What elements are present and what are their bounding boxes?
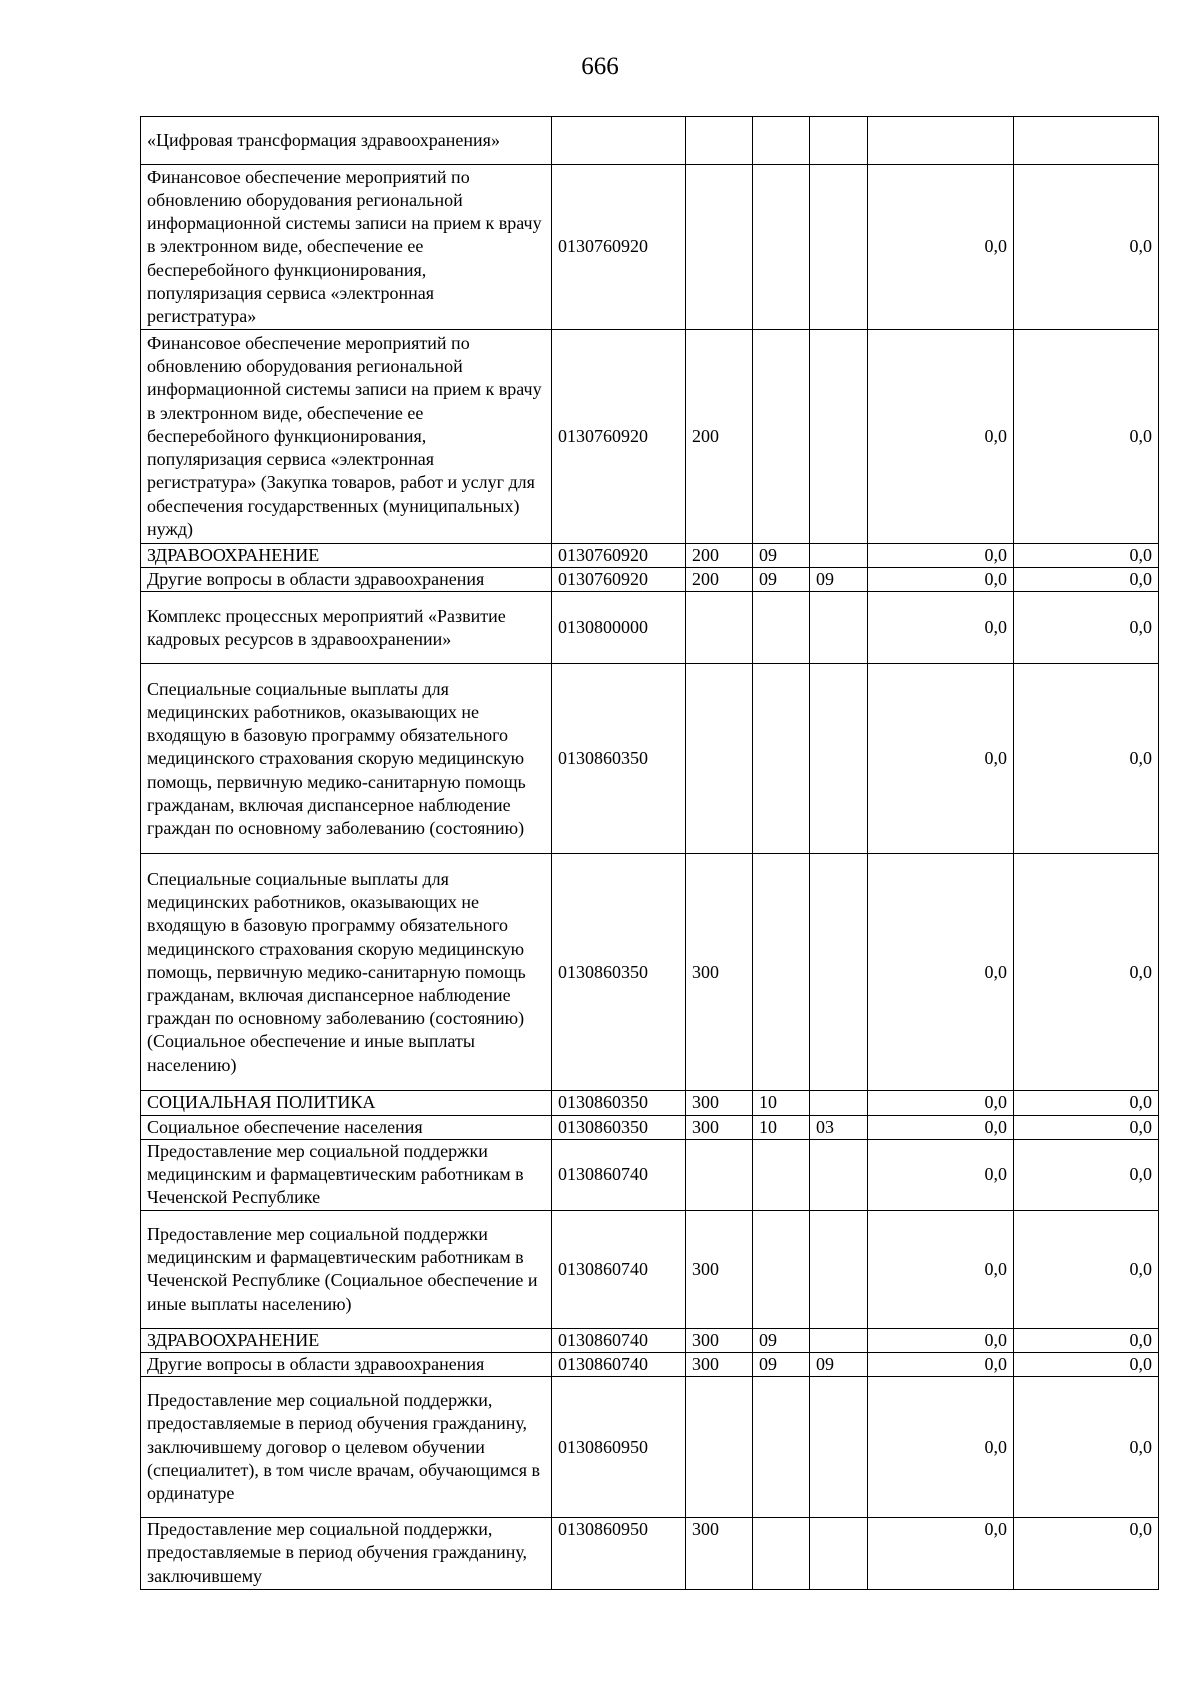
table-row [141,544,1159,568]
row-section: 09 [753,544,810,568]
table-row [141,330,1159,544]
row-amount-1: 0,0 [868,330,1014,544]
table-row [141,568,1159,592]
row-expense-type: 200 [686,568,753,592]
row-expense-type [686,1377,753,1518]
row-subsection [810,117,868,165]
row-subsection [810,1091,868,1115]
row-target-article [552,117,686,165]
row-amount-2: 0,0 [1014,1518,1159,1590]
row-name: Финансовое обеспечение мероприятий по обновлению оборудования региональной информационной системы записи на прием к врачу в электронном виде, обеспечение ее бесперебойного функционирования, популяризация сервиса «электронная регистратура» [141,165,552,330]
row-target-article: 0130760920 [552,165,686,330]
row-amount-1: 0,0 [868,854,1014,1091]
row-amount-2: 0,0 [1014,1377,1159,1518]
row-expense-type [686,592,753,664]
row-section: 09 [753,568,810,592]
row-target-article: 0130760920 [552,568,686,592]
row-amount-1 [868,117,1014,165]
row-expense-type [686,117,753,165]
row-name: Предоставление мер социальной поддержки, предоставляемые в период обучения гражданину, заключившему договор о целевом обучении (специалитет), в том числе врачам, обучающимся в ординатуре [141,1377,552,1518]
row-amount-2: 0,0 [1014,1210,1159,1328]
row-name: Комплекс процессных мероприятий «Развитие кадровых ресурсов в здравоохранении» [141,592,552,664]
row-section [753,1377,810,1518]
table-row [141,664,1159,854]
row-section [753,592,810,664]
row-expense-type: 300 [686,1091,753,1115]
row-name: Специальные социальные выплаты для медицинских работников, оказывающих не входящую в базовую программу обязательного медицинского страхования скорую медицинскую помощь, первичную медико-санитарную помощь гражданам, включая диспансерное наблюдение граждан по основному заболеванию (состоянию) (Социальное обеспечение и иные выплаты населению) [141,854,552,1091]
row-expense-type: 300 [686,1328,753,1352]
row-section [753,165,810,330]
row-amount-2: 0,0 [1014,1328,1159,1352]
row-name: Социальное обеспечение населения [141,1115,552,1139]
row-amount-2: 0,0 [1014,1091,1159,1115]
row-amount-2: 0,0 [1014,664,1159,854]
row-name: ЗДРАВООХРАНЕНИЕ [141,544,552,568]
row-target-article: 0130860350 [552,1115,686,1139]
row-subsection [810,165,868,330]
row-section: 10 [753,1115,810,1139]
row-name: Специальные социальные выплаты для медицинских работников, оказывающих не входящую в базовую программу обязательного медицинского страхования скорую медицинскую помощь, первичную медико-санитарную помощь гражданам, включая диспансерное наблюдение граждан по основному заболеванию (состоянию) [141,664,552,854]
row-name: Другие вопросы в области здравоохранения [141,568,552,592]
row-amount-1: 0,0 [868,1377,1014,1518]
row-expense-type: 300 [686,1115,753,1139]
row-name: Финансовое обеспечение мероприятий по обновлению оборудования региональной информационной системы записи на прием к врачу в электронном виде, обеспечение ее бесперебойного функционирования, популяризация сервиса «электронная регистратура» (Закупка товаров, работ и услуг для обеспечения государственных (муниципальных) нужд) [141,330,552,544]
row-amount-1: 0,0 [868,544,1014,568]
row-expense-type [686,664,753,854]
row-amount-1: 0,0 [868,592,1014,664]
row-amount-1: 0,0 [868,1210,1014,1328]
row-subsection [810,1139,868,1210]
row-section [753,664,810,854]
row-name: Предоставление мер социальной поддержки, предоставляемые в период обучения гражданину, заключившему [141,1518,552,1590]
row-target-article: 0130860950 [552,1518,686,1590]
row-target-article: 0130760920 [552,330,686,544]
row-subsection [810,1210,868,1328]
row-target-article: 0130860350 [552,1091,686,1115]
row-amount-1: 0,0 [868,1518,1014,1590]
table-row [141,592,1159,664]
row-amount-1: 0,0 [868,1353,1014,1377]
row-subsection [810,1328,868,1352]
row-name: «Цифровая трансформация здравоохранения» [141,117,552,165]
row-section [753,854,810,1091]
row-name: Предоставление мер социальной поддержки медицинским и фармацевтическим работникам в Чеченской Республике [141,1139,552,1210]
table-row [141,854,1159,1091]
row-amount-2: 0,0 [1014,165,1159,330]
row-expense-type: 200 [686,544,753,568]
row-target-article: 0130860350 [552,854,686,1091]
row-amount-2: 0,0 [1014,592,1159,664]
row-name: ЗДРАВООХРАНЕНИЕ [141,1328,552,1352]
row-section: 09 [753,1353,810,1377]
row-amount-2: 0,0 [1014,330,1159,544]
row-expense-type: 300 [686,1210,753,1328]
row-amount-1: 0,0 [868,664,1014,854]
row-expense-type: 300 [686,1518,753,1590]
table-row [141,1115,1159,1139]
row-subsection [810,1377,868,1518]
row-subsection [810,592,868,664]
row-name: Предоставление мер социальной поддержки медицинским и фармацевтическим работникам в Чеченской Республике (Социальное обеспечение и иные выплаты населению) [141,1210,552,1328]
page-number: 666 [581,53,619,80]
row-section [753,330,810,544]
row-expense-type: 300 [686,1353,753,1377]
table-row [141,1328,1159,1352]
row-amount-1: 0,0 [868,1328,1014,1352]
row-target-article: 0130860740 [552,1353,686,1377]
row-section [753,1139,810,1210]
row-subsection [810,854,868,1091]
row-amount-2: 0,0 [1014,1115,1159,1139]
row-name: СОЦИАЛЬНАЯ ПОЛИТИКА [141,1091,552,1115]
row-target-article: 0130860740 [552,1328,686,1352]
row-amount-2: 0,0 [1014,544,1159,568]
row-target-article: 0130760920 [552,544,686,568]
row-section [753,1518,810,1590]
row-subsection: 03 [810,1115,868,1139]
row-expense-type [686,165,753,330]
row-subsection [810,544,868,568]
table-row [141,1518,1159,1590]
budget-table [140,116,1159,1590]
table-row [141,1377,1159,1518]
row-target-article: 0130860350 [552,664,686,854]
row-section: 09 [753,1328,810,1352]
row-amount-1: 0,0 [868,1091,1014,1115]
budget-table-body [141,117,1159,1590]
row-amount-2: 0,0 [1014,568,1159,592]
table-row [141,1210,1159,1328]
row-section [753,1210,810,1328]
table-row [141,165,1159,330]
row-subsection: 09 [810,1353,868,1377]
row-section: 10 [753,1091,810,1115]
row-subsection [810,664,868,854]
table-row [141,1353,1159,1377]
row-expense-type: 200 [686,330,753,544]
row-subsection [810,1518,868,1590]
row-target-article: 0130860950 [552,1377,686,1518]
row-subsection: 09 [810,568,868,592]
row-amount-2: 0,0 [1014,1353,1159,1377]
row-amount-1: 0,0 [868,1115,1014,1139]
table-row [141,1139,1159,1210]
row-subsection [810,330,868,544]
row-name: Другие вопросы в области здравоохранения [141,1353,552,1377]
row-section [753,117,810,165]
row-target-article: 0130860740 [552,1210,686,1328]
table-row [141,1091,1159,1115]
row-expense-type [686,1139,753,1210]
row-target-article: 0130860740 [552,1139,686,1210]
row-amount-2: 0,0 [1014,854,1159,1091]
row-target-article: 0130800000 [552,592,686,664]
row-amount-1: 0,0 [868,568,1014,592]
row-amount-2 [1014,117,1159,165]
table-row [141,117,1159,165]
row-expense-type: 300 [686,854,753,1091]
row-amount-1: 0,0 [868,1139,1014,1210]
row-amount-2: 0,0 [1014,1139,1159,1210]
row-amount-1: 0,0 [868,165,1014,330]
